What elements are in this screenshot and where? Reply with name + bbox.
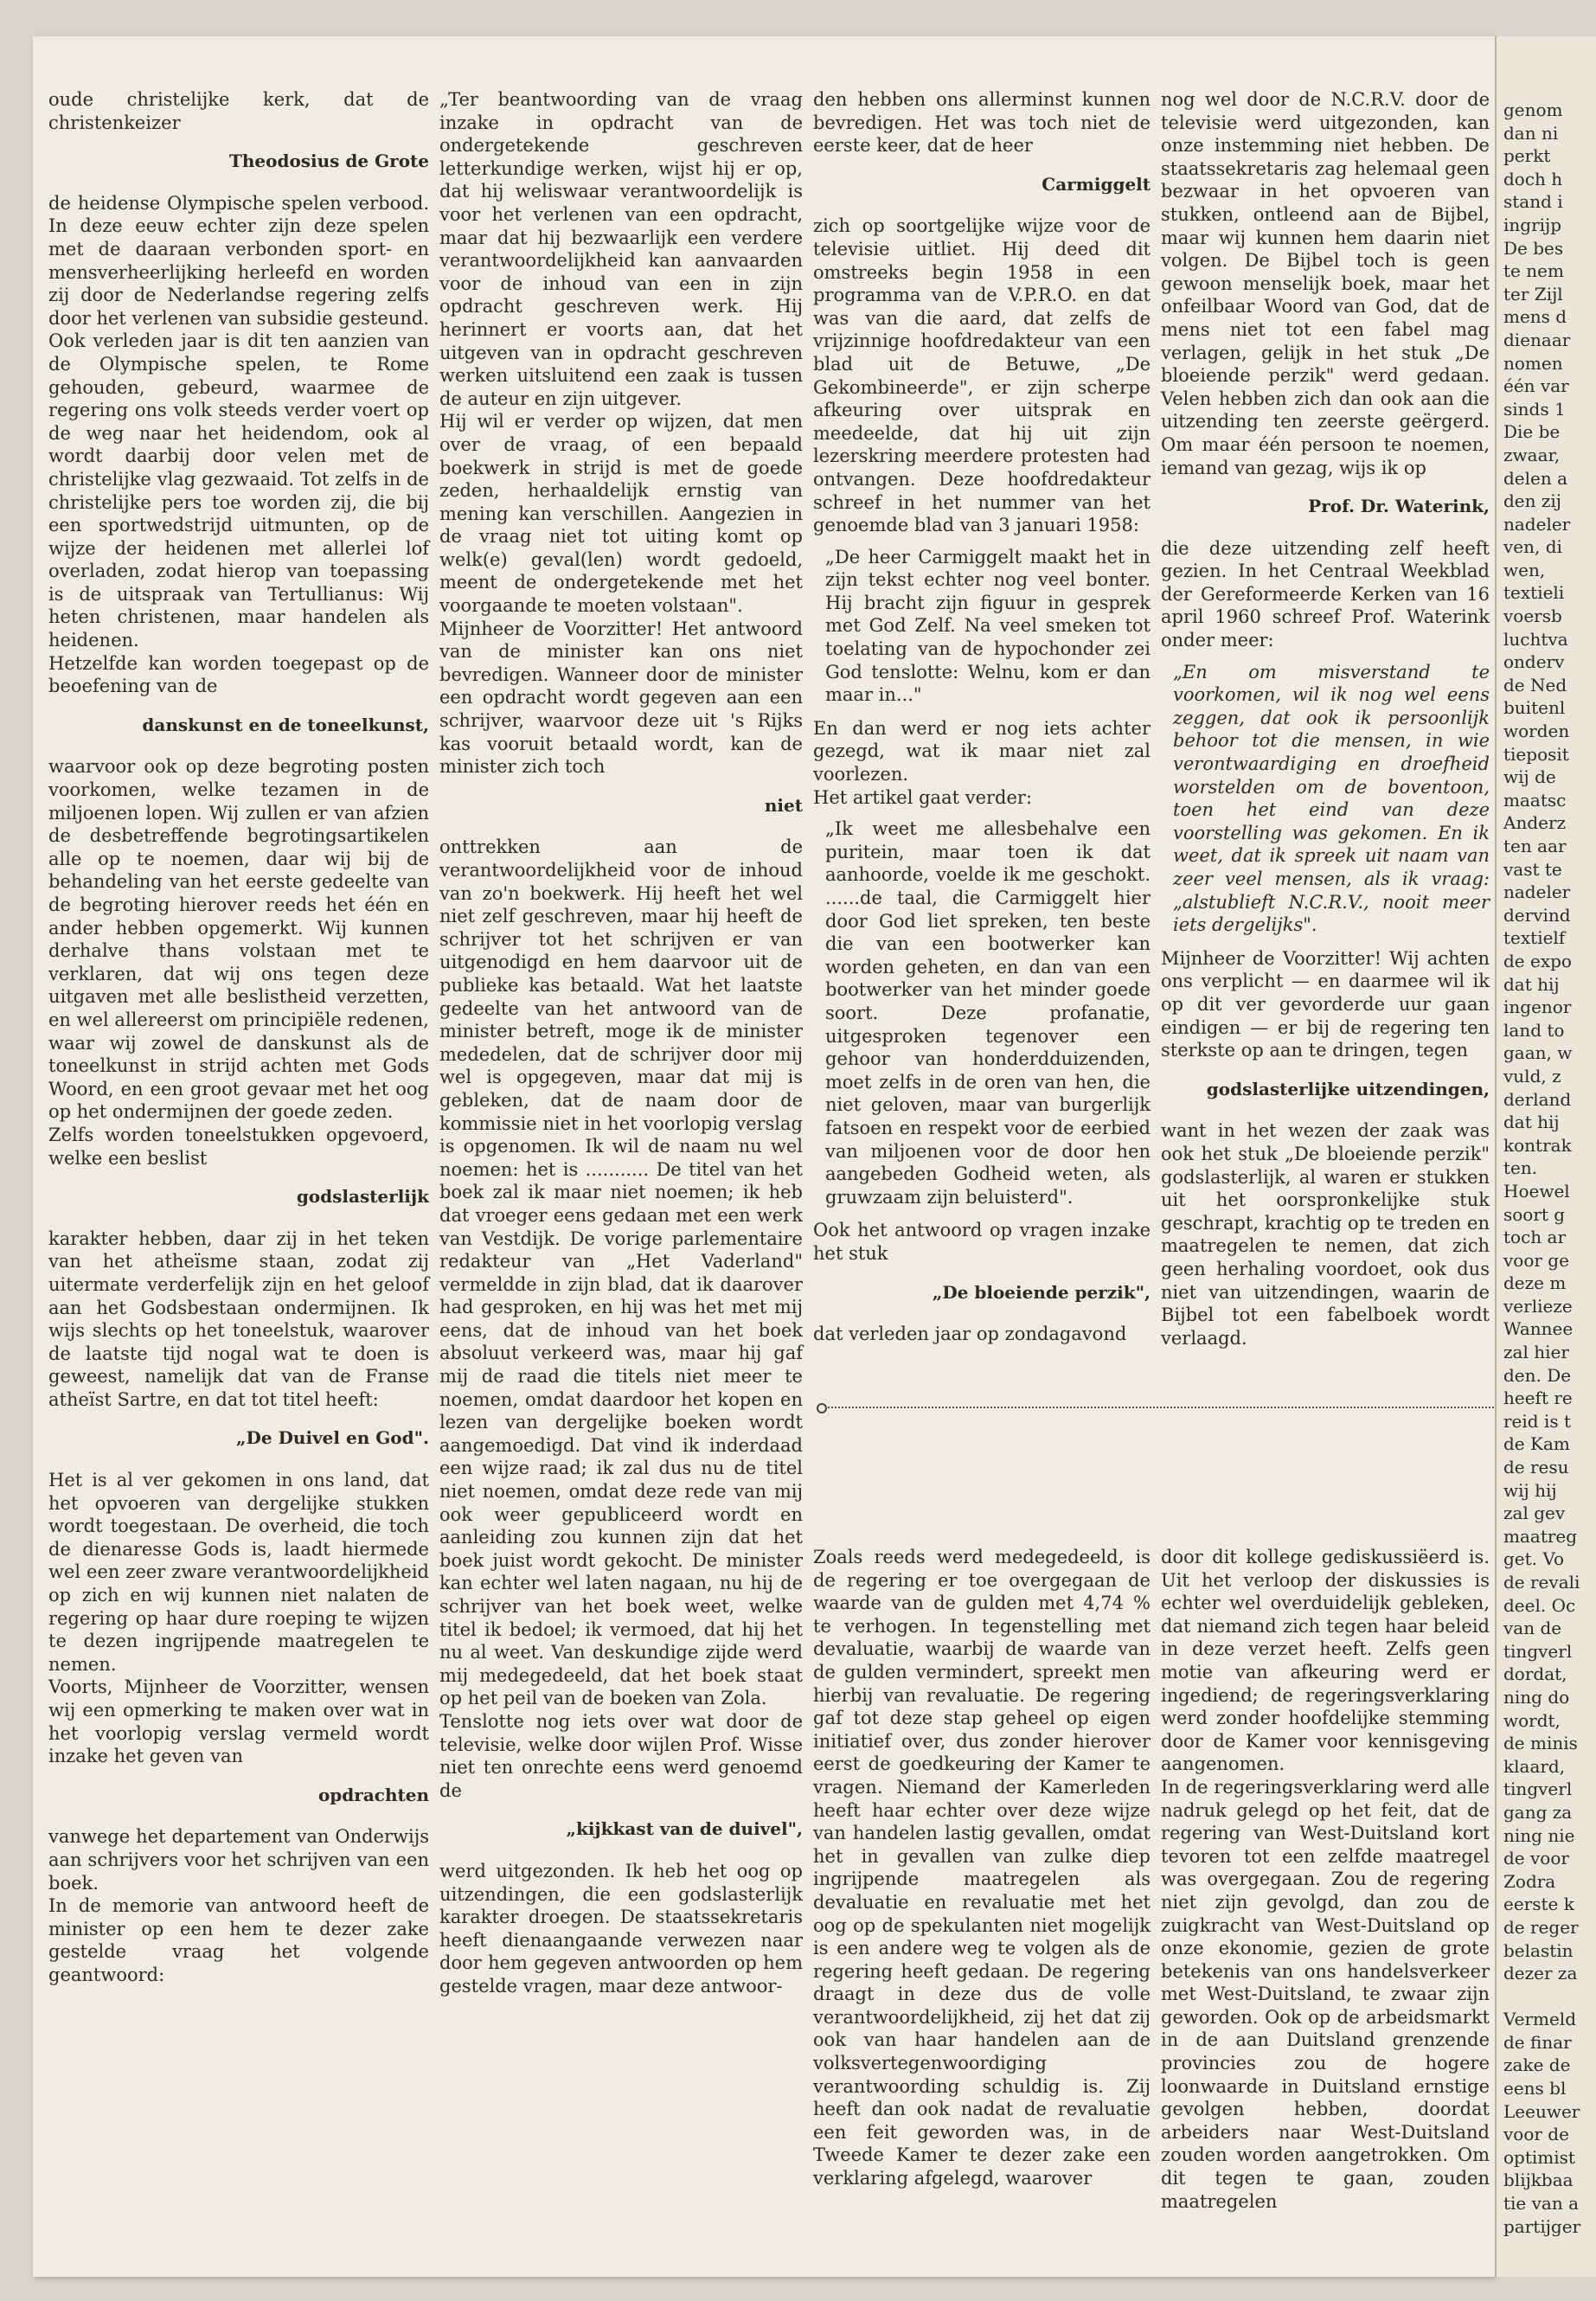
subheading: niet: [764, 794, 803, 816]
column-5: [813, 1546, 1151, 2190]
paragraph: oude christelijke kerk, dat de christenkeizer: [48, 89, 429, 133]
adjacent-page-line: den zij: [1503, 490, 1562, 512]
adjacent-page-line: dan ni: [1503, 122, 1559, 144]
adjacent-page-line: wij de: [1503, 766, 1556, 788]
adjacent-page-line: vuld, z: [1503, 1065, 1561, 1086]
adjacent-page-line: textielf: [1503, 927, 1566, 949]
adjacent-page-line: de voor: [1503, 1848, 1569, 1869]
adjacent-page-line: de Ned: [1503, 674, 1567, 695]
adjacent-page-line: Hoewel: [1503, 1180, 1570, 1202]
paragraph: Voorts, Mijnheer de Voorzitter, wensen wij een opmerking te maken over wat in het voorlopig verslag vermeld wordt inzake het geven van: [48, 1676, 429, 1767]
paragraph: In de regeringsverklaring werd alle nadruk gelegd op het feit, dat de regering van West-Duitsland kort tevoren tot een zelfde maatregel was overgegaan. Zou de regering niet zijn gevolgd, dan zou de zuigkracht van West-Duitsland op onze ekonomie, gezien de grote betekenis van ons handelsverkeer met West-Duitsland, te zwaar zijn geworden. Ook op de arbeidsmarkt in de aan Duitsland grenzende provincies zou de hogere loonwaarde in Duitsland ernstige gevolgen hebben, doordat arbeiders naar West-Duitsland zouden worden aangetrokken. Om dit tegen te gaan, zouden maatregelen: [1161, 1776, 1490, 2212]
adjacent-page-line: De bes: [1503, 237, 1564, 259]
adjacent-page-line: zal gev: [1503, 1503, 1566, 1524]
adjacent-page-line: ingenor: [1503, 997, 1572, 1018]
subheading: „De Duivel en God".: [236, 1427, 429, 1449]
paragraph: want in het wezen der zaak was ook het stuk „De bloeiende perzik" godslasterlijk, al waren er stukken uit het oorspronkelijke stuk geschrapt, krachtig op te treden en maatregelen te nemen, dat zich geen herhaling voordoet, ook dus niet van uitzendingen, waarin de Bijbel tot een fabelboek wordt verlaagd.: [1161, 1120, 1490, 1349]
adjacent-page-line: tieposit: [1503, 743, 1569, 765]
adjacent-page-line: onderv: [1503, 651, 1565, 673]
adjacent-page-line: sinds 1: [1503, 398, 1566, 420]
adjacent-page-line: ten aar: [1503, 836, 1567, 856]
adjacent-page-line: klaard,: [1503, 1755, 1566, 1777]
column-4: [1161, 88, 1490, 1349]
section-divider: [822, 1407, 1503, 1412]
adjacent-page-line: wen,: [1503, 559, 1546, 580]
paragraph: door dit kollege gediskussiëerd is. Uit het verloop der diskussies is echter wel overduidelijk gebleken, dat niemand zich tegen haar beleid in deze verzet heeft. Zelfs geen motie van afkeuring werd er ingediend; de regeringsverklaring werd zonder hoofdelijke stemming door de Kamer voor kennisgeving aangenomen.: [1161, 1547, 1490, 1775]
adjacent-page-line: mens d: [1503, 306, 1567, 328]
adjacent-page-text: [1503, 99, 1596, 2238]
adjacent-page-line: ten.: [1503, 1157, 1538, 1179]
adjacent-page-line: ingrijp: [1503, 214, 1562, 235]
paragraph: Hij wil er verder op wijzen, dat men over de vraag, of een bepaald boekwerk in strijd is met de goede zeden, herhaaldelijk ernstig van mening kan verschillen. Aangezien in de vraag niet tot uiting komt op welk(e) geval(len) wordt gedoeld, meent de ondergetekende met het voorgaande te moeten volstaan".: [439, 411, 803, 617]
adjacent-page-line: zake de: [1503, 2054, 1571, 2076]
adjacent-page-line: tie van a: [1503, 2193, 1580, 2214]
adjacent-page-line: ning do: [1503, 1686, 1570, 1708]
subheading: danskunst en de toneelkunst,: [142, 714, 429, 735]
adjacent-page-line: maatsc: [1503, 789, 1567, 811]
adjacent-page-line: worden: [1503, 721, 1570, 742]
adjacent-page-edge: [1495, 36, 1596, 2277]
paragraph: onttrekken aan de verantwoordelijkheid voor de inhoud van zo'n boekwerk. Hij heeft het wel niet zelf geschreven, maar hij heeft de schrijver tot het schrijven er van uitgenodigd en hem daarvoor uit de publieke kas betaald. Wat het laatste gedeelte van het antwoord van de minister betreft, moge ik de minister mededelen, dat de schrijver door mij wel is opgegeven, maar dat mij is gebleken, dat de naam door de kommissie niet in het voorlopig verslag is opgenomen. Ik wil de naam nu wel noemen: het is ........... De titel van het boek zal ik maar niet noemen; ik heb dat vroeger eens gedaan met een werk van Vestdijk. De vorige parlementaire redakteur van „Het Vaderland" vermeldde in zijn blad, dat ik daarover had gesproken, en hij was het met mij eens, dat de inhoud van het boek absoluut verkeerd was, maar hij gaf mij de raad die titels niet meer te noemen, omdat daardoor het kopen en lezen van dergelijke boeken wordt aangemoedigd. Dat vind ik inderdaad een wijze raad; ik zal dus nu de titel niet noemen, omdat deze rede van mij ook weer gepubliceerd wordt en aanleiding zou kunnen zijn dat het boek juist wordt gekocht. De minister kan echter wel laten nagaan, nu hij de schrijver van het boek weet, welke titel ik bedoel; ik vermoed, dat hij het nu al weet. Van deskundige zijde werd mij medegedeeld, dat het boek staat op het peil van de boeken van Zola.: [439, 836, 803, 1709]
paragraph: werd uitgezonden. Ik heb het oog op uitzendingen, die een godslasterlijk karakter droegen. De staatssekretaris heeft dienaangaande verwezen naar door hem gegeven antwoorden op hem gestelde vragen, maar deze antwoor-: [439, 1860, 803, 1997]
adjacent-page-line: genom: [1503, 99, 1563, 120]
adjacent-page-line: gaan, w: [1503, 1042, 1573, 1064]
subheading: opdrachten: [317, 1784, 429, 1805]
paragraph: Zoals reeds werd medegedeeld, is de regering er toe overgegaan de waarde van de gulden met 4,74 % te verhogen. In tegenstelling met devaluatie, waarbij de waarde van de gulden vermindert, spreekt men hierbij van revaluatie. De regering gaf tot deze stap geheel op eigen initiatief over, dus zonder hierover eerst de goedkeuring der Kamer te vragen. Niemand der Kamerleden heeft haar echter over deze wijze van handelen lastig gevallen, omdat het in gevallen van zulke diep ingrijpende maatregelen als devaluatie en revaluatie met het oog op de spekulanten niet mogelijk is een andere weg te volgen als de regering heeft gedaan. De regering draagt in deze dus de volle verantwoordelijkheid, zij het dat zij ook van haar handelen aan de volksvertegenwoordiging verantwoording schuldig is. Zij heeft dan ook nadat de revaluatie een feit geworden was, in de Tweede Kamer te dezer zake een verklaring afgelegd, waarover: [813, 1547, 1151, 2189]
adjacent-page-line: één var: [1503, 375, 1569, 397]
adjacent-page-line: dezer za: [1503, 1963, 1578, 1984]
adjacent-page-line: tingverl: [1503, 1640, 1573, 1662]
paragraph: Tenslotte nog iets over wat door de televisie, welke door wijlen Prof. Wisse niet ten onrechte eens werd genoemd de: [439, 1710, 803, 1801]
column-3: [813, 88, 1151, 1346]
adjacent-page-line: de revali: [1503, 1572, 1580, 1593]
paragraph: En dan werd er nog iets achter gezegd, wat ik maar niet zal voorlezen.: [813, 717, 1151, 785]
paragraph: nog wel door de N.C.R.V. door de televisie werd uitgezonden, kan onze instemming niet hebben. De staatssekretaris zag helemaal geen bezwaar in het opvoeren van stukken, ontleend aan de Bijbel, maar wij kunnen hem daarin niet volgen. De Bijbel toch is geen gewoon menselijk boek, maar het onfeilbaar Woord van God, dat de mens niet tot een fabel mag verlagen, gelijk in het stuk „De bloeiende perzik" werd gedaan. Velen hebben zich dan ook aan die uitzending ten zeerste geërgerd. Om maar één persoon te noemen, iemand van gezag, wijs ik op: [1161, 89, 1490, 478]
adjacent-page-line: delen a: [1503, 467, 1568, 489]
adjacent-page-line: luchtva: [1503, 628, 1568, 650]
adjacent-page-line: textieli: [1503, 582, 1565, 604]
adjacent-page-line: te nem: [1503, 260, 1564, 282]
adjacent-page-line: doch h: [1503, 168, 1563, 189]
adjacent-page-line: belastin: [1503, 1939, 1574, 1961]
adjacent-page-line: dat hij: [1503, 973, 1560, 995]
adjacent-page-line: heeft re: [1503, 1388, 1573, 1409]
adjacent-page-line: nadeler: [1503, 513, 1571, 535]
paragraph: vanwege het departement van Onderwijs aan schrijvers voor het schrijven van een boek.: [48, 1826, 429, 1894]
subheading: „kijkkast van de duivel",: [566, 1818, 803, 1840]
paragraph: die deze uitzending zelf heeft gezien. In het Centraal Weekblad der Gereformeerde Kerken van 16 april 1960 schreef Prof. Waterink onder meer:: [1161, 537, 1490, 651]
paragraph: waarvoor ook op deze begroting posten voorkomen, welke tezamen in de miljoenen lopen. Wij zullen er van afzien de desbetreffende begrotingsartikelen alle op te noemen, daar wij bij de behandeling van het eerste gedeelte van de begroting hierover reeds het één en ander hebben opgemerkt. Wij kunnen derhalve thans volstaan met te verklaren, dat wij ons tegen deze uitgaven met alle beslistheid verzetten, en wel allereerst om principiële redenen, waar wij zowel de danskunst als de toneelkunst in strijd achten met Gods Woord, en een groot gevaar met het oog op het ondermijnen der goede zeden.: [48, 756, 429, 1123]
paragraph: de heidense Olympische spelen verbood. In deze eeuw echter zijn deze spelen met de daaraan verbonden sport- en mensverheerlijking herleefd en worden zij door de Nederlandse regering zelfs door het verlenen van subsidie gesteund. Ook verleden jaar is dit ten aanzien van de Olympische spelen, te Rome gehouden, gebeurd, waarmee de regering ons volk steeds verder voert op de weg naar het heidendom, ook al wordt daarbij door velen met de christelijke vlag gezwaaid. Tot zelfs in de christelijke pers toe worden zij, die bij een sportwedstrijd uitmunten, op de wijze der heidenen met allerlei lof overladen, zodat hierop van toepassing is de uitspraak van Tertullianus: Wij heten christenen, maar handelen als heidenen.: [48, 192, 429, 651]
adjacent-page-line: nadeler: [1503, 881, 1571, 903]
paragraph: Ook het antwoord op vragen inzake het stuk: [813, 1220, 1151, 1264]
adjacent-page-line: reid is t: [1503, 1410, 1572, 1432]
paragraph: karakter hebben, daar zij in het teken van het atheïsme staan, zodat zij uitermate verderfelijk zijn en het geloof aan het Godsbestaan ondermijnen. Ik wijs slechts op het toneelstuk, waarover de laatste tijd nogal wat te doen is geweest, namelijk dat van de Franse atheïst Sartre, en dat tot titel heeft:: [48, 1227, 429, 1410]
adjacent-page-line: wij hij: [1503, 1479, 1557, 1501]
column-1: [48, 88, 429, 1987]
adjacent-page-line: den. De: [1503, 1364, 1572, 1386]
adjacent-page-line: ter Zijl: [1503, 283, 1563, 304]
column-6: [1161, 1546, 1490, 2213]
adjacent-page-line: ning nie: [1503, 1824, 1575, 1846]
adjacent-page-line: Vermeld: [1503, 2009, 1577, 2030]
adjacent-page-line: dat hij: [1503, 1112, 1560, 1133]
adjacent-page-line: Die be: [1503, 421, 1561, 443]
adjacent-page-line: partijger: [1503, 2215, 1581, 2237]
paragraph: „Ter beantwoording van de vraag inzake in opdracht van de ondergetekende geschreven letterkundige werken, wijst hij er op, dat hij weliswaar verantwoordelijk is voor het verlenen van een opdracht, maar dat hij bezwaarlijk een verdere verantwoordelijkheid kan aanvaarden voor de inhoud van een in zijn opdracht geschreven werk. Hij herinnert er voorts aan, dat het uitgeven van in opdracht geschreven werken uitsluitend een zaak is tussen de auteur en zijn uitgever.: [439, 89, 803, 409]
adjacent-page-line: de expo: [1503, 950, 1572, 971]
adjacent-page-line: de Kam: [1503, 1433, 1570, 1455]
adjacent-page-line: eens bl: [1503, 2078, 1567, 2099]
paragraph: Zelfs worden toneelstukken opgevoerd, welke een beslist: [48, 1124, 429, 1169]
adjacent-page-line: zwaar,: [1503, 444, 1561, 465]
paragraph: Mijnheer de Voorzitter! Wij achten ons verplicht — en daarmee wil ik op dit ver gevorderde uur gaan eindigen — er bij de regering ten sterkste op aan te dringen, tegen: [1161, 947, 1490, 1061]
adjacent-page-line: de resu: [1503, 1457, 1569, 1478]
adjacent-page-line: tingverl: [1503, 1779, 1573, 1800]
adjacent-page-line: Zodra: [1503, 1870, 1556, 1892]
adjacent-page-line: verlieze: [1503, 1295, 1573, 1317]
paragraph: Het is al ver gekomen in ons land, dat het opvoeren van dergelijke stukken wordt toegestaan. De overheid, die toch de dienaresse Gods is, laadt hiermede wel een zeer zware verantwoordelijkheid op zich en wij kunnen niet nalaten de regering op haar dure roeping te wijzen te dezen ingrijpende maatregelen te nemen.: [48, 1470, 429, 1675]
adjacent-page-line: gang za: [1503, 1801, 1573, 1823]
adjacent-page-line: ven, di: [1503, 536, 1562, 558]
adjacent-page-line: soort g: [1503, 1203, 1566, 1225]
paragraph: Het artikel gaat verder:: [813, 786, 1033, 808]
subheading: „De bloeiende perzik",: [932, 1281, 1151, 1303]
adjacent-page-line: voor ge: [1503, 1249, 1569, 1271]
paragraph: den hebben ons allerminst kunnen bevredigen. Het was toch niet de eerste keer, dat de heer: [813, 89, 1151, 157]
quotation: „Ik weet me allesbehalve een puritein, maar toen ik dat aanhoorde, voelde ik me geschokt. ......de taal, die Carmiggelt hier door God liet spreken, ten beste die van een bootwerker kan worden geheten, en dan van een bootwerker van het minder goede soort. Deze profanatie, uitgesproken tegenover een gehoor van honderdduizenden, moet zelfs in de oren van hen, die niet geloven, maar van burgerlijk fatsoen en respekt voor de eerbied van miljoenen voor de door hen aangebeden Godheid weten, als gruwzaam zijn beluisterd".: [825, 818, 1151, 1208]
adjacent-page-line: deze m: [1503, 1272, 1567, 1294]
adjacent-page-line: perkt: [1503, 145, 1551, 167]
adjacent-page-line: eerste k: [1503, 1894, 1574, 1915]
adjacent-page-line: voor de: [1503, 2124, 1569, 2145]
adjacent-page-line: [1503, 1985, 1596, 2009]
adjacent-page-line: kontrak: [1503, 1134, 1572, 1156]
adjacent-page-line: Anderz: [1503, 812, 1567, 834]
column-2: [439, 88, 803, 1998]
adjacent-page-line: wordt,: [1503, 1709, 1561, 1731]
adjacent-page-line: toch ar: [1503, 1227, 1567, 1248]
adjacent-page-line: land to: [1503, 1019, 1565, 1041]
adjacent-page-line: maatreg: [1503, 1525, 1578, 1547]
newspaper-page: [33, 36, 1495, 2277]
quotation: „De heer Carmiggelt maakt het in zijn tekst echter nog veel bonter. Hij bracht zijn figuur in gesprek met God Zelf. Na veel smeken tot toelating van de hypochonder zei God tenslotte: Welnu, kom er dan maar in...": [825, 546, 1151, 706]
adjacent-page-line: optimist: [1503, 2146, 1575, 2168]
adjacent-page-line: buitenl: [1503, 697, 1566, 719]
adjacent-page-line: voersb: [1503, 606, 1562, 627]
adjacent-page-line: de reger: [1503, 1916, 1579, 1938]
adjacent-page-line: van de: [1503, 1618, 1562, 1639]
adjacent-page-line: de finar: [1503, 2031, 1572, 2053]
adjacent-page-line: get. Vo: [1503, 1548, 1565, 1570]
adjacent-page-line: blijkbaa: [1503, 2170, 1574, 2191]
quotation: „En om misverstand te voorkomen, wil ik nog wel eens zeggen, dat ook ik persoonlijk behoor tot die mensen, in wie verontwaardiging en droefheid worstelden om de boventoon, toen het eind van deze voorstelling was gekomen. En ik weet, dat ik spreek uit naam van zeer veel mensen, als ik vraag: „alstublieft N.C.R.V., nooit meer iets dergelijks".: [1173, 661, 1490, 936]
paragraph: Mijnheer de Voorzitter! Het antwoord van de minister kan ons niet bevredigen. Wanneer door de minister een opdracht wordt gegeven aan een schrijver, waarvoor deze uit 's Rijks kas vooruit betaald wordt, kan de minister zich toch: [439, 618, 803, 778]
divider-end-dot: [817, 1403, 827, 1413]
adjacent-page-line: Wannee: [1503, 1318, 1574, 1340]
adjacent-page-line: dienaar: [1503, 329, 1571, 350]
adjacent-page-line: nomen: [1503, 352, 1563, 374]
subheading: Theodosius de Grote: [228, 151, 429, 172]
adjacent-page-line: dervind: [1503, 904, 1571, 926]
paragraph: dat verleden jaar op zondagavond: [813, 1324, 1127, 1345]
subheading: Prof. Dr. Waterink,: [1308, 496, 1490, 517]
paragraph: zich op soortgelijke wijze voor de televisie uitliet. Hij deed dit omstreeks begin 1958 in een programma van de V.P.R.O. en dat was van die aard, dat zelfs de vrijzinnige hoofdredakteur van een blad uit de Betuwe, „De Gekombineerde", er zijn scherpe afkeuring over uitsprak en meedeelde, dat hij uit zijn lezerskring meerdere protesten had ontvangen. Deze hoofdredakteur schreef in het nummer van het genoemde blad van 3 januari 1958:: [813, 215, 1151, 536]
paragraph: Hetzelfde kan worden toegepast op de beoefening van de: [48, 652, 429, 697]
adjacent-page-line: zal hier: [1503, 1342, 1569, 1363]
adjacent-page-line: de minis: [1503, 1733, 1578, 1754]
adjacent-page-line: deel. Oc: [1503, 1594, 1576, 1616]
adjacent-page-line: vast te: [1503, 858, 1562, 880]
subheading: godslasterlijke uitzendingen,: [1206, 1078, 1490, 1099]
adjacent-page-line: dordat,: [1503, 1663, 1567, 1685]
adjacent-page-line: Leeuwer: [1503, 2100, 1580, 2122]
subheading: godslasterlijk: [296, 1186, 429, 1208]
paragraph: In de memorie van antwoord heeft de minister op een hem te dezer zake gestelde vraag het volgende geantwoord:: [48, 1895, 429, 1985]
adjacent-page-line: stand i: [1503, 191, 1563, 213]
subheading: Carmiggelt: [1042, 173, 1151, 195]
adjacent-page-line: derland: [1503, 1088, 1572, 1110]
